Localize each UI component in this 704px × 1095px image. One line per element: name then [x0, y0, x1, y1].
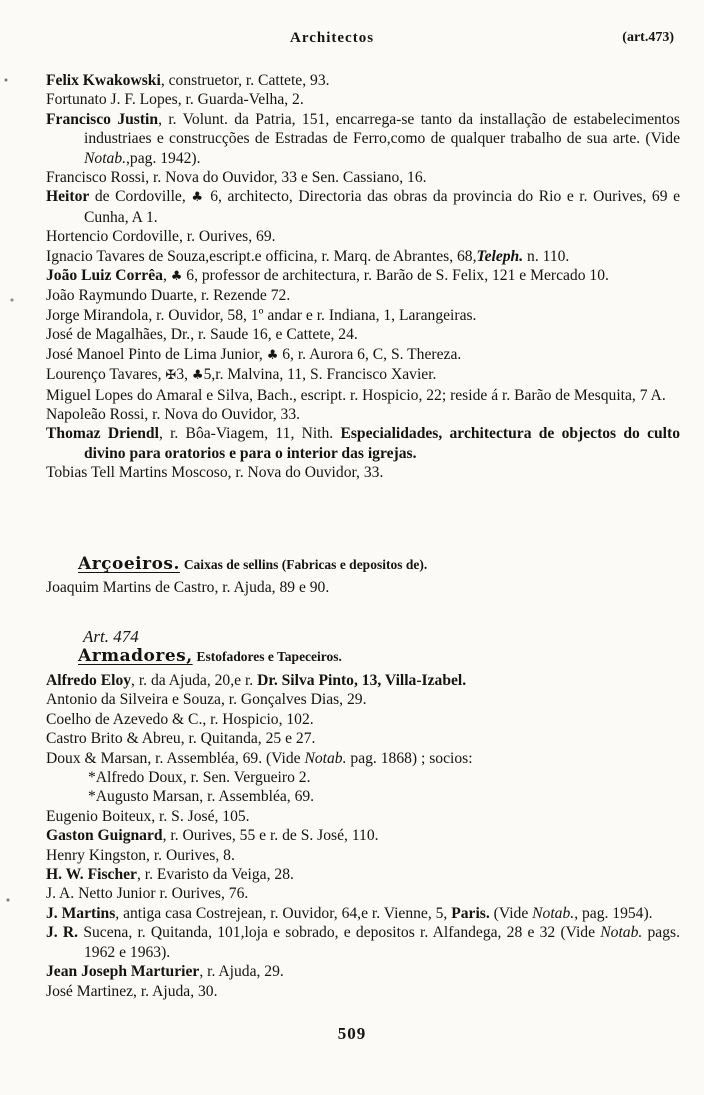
armadores-heading: [46, 647, 680, 666]
directory-entry: João Raymundo Duarte, r. Rezende 72.: [46, 287, 291, 305]
header-article-ref: (art.473): [622, 30, 674, 45]
socio-entry: *Alfredo Doux, r. Sen. Vergueiro 2.: [88, 769, 311, 787]
directory-entry: Ignacio Tavares de Souza,escript.e officina, r. Marq. de Abrantes, 68,Teleph. n. 110.: [46, 247, 570, 265]
directory-entry: Thomaz Driendl, r. Bôa-Viagem, 11, Nith. Especialidades, architectura de objectos do culto divino para oratorios e para o interior das igrejas.: [46, 425, 680, 462]
directory-entry: Miguel Lopes do Amaral e Silva, Bach., escript. r. Hospicio, 22; reside á r. Barão de Mesquita, 7 A.: [46, 386, 666, 404]
architectos-list: [46, 71, 680, 483]
directory-entry: Coelho de Azevedo & C., r. Hospicio, 102.: [46, 710, 314, 728]
socio-entry: *Augusto Marsan, r. Assembléa, 69.: [88, 788, 315, 806]
directory-entry: Joaquim Martins de Castro, r. Ajuda, 89 e 90.: [46, 579, 330, 596]
directory-entry: J. Martins, antiga casa Costrejean, r. Ouvidor, 64,e r. Vienne, 5, Paris. (Vide Notab., pag. 1954).: [46, 904, 653, 922]
directory-entry: Heitor de Cordoville, ♣ 6, architecto, Directoria das obras da provincia do Rio e r. Ourives, 69 e Cunha, A 1.: [46, 188, 681, 226]
directory-entry: Fortunato J. F. Lopes, r. Guarda-Velha, 2.: [46, 91, 304, 109]
directory-entry: Francisco Justin, r. Volunt. da Patria, 151, encarrega-se tanto da installação de estabelecimentos industriaes e construcções de Estradas de Ferro,como de qualquer trabalho de sua arte. (Vide Notab.,pag. 1942).: [46, 110, 680, 167]
running-header: [0, 30, 704, 54]
armadores-category: Armadores,: [78, 646, 193, 666]
arcoeiros-section: [46, 555, 680, 597]
article-number: Art. 474: [83, 627, 139, 646]
page-edge-speckle: [0, 0, 22, 1095]
directory-entry: Doux & Marsan, r. Assembléa, 69. (Vide Notab. pag. 1868) ; socios:: [46, 749, 473, 767]
directory-entry: Gaston Guignard, r. Ourives, 55 e r. de S. José, 110.: [46, 827, 379, 845]
header-title: Architectos: [290, 30, 375, 46]
directory-entry: José Martinez, r. Ajuda, 30.: [46, 982, 218, 1000]
armadores-section: [46, 627, 680, 1001]
armadores-list: [46, 671, 680, 768]
armadores-description: Estofadores e Tapeceiros.: [196, 649, 342, 664]
directory-entry: José de Magalhães, Dr., r. Saude 16, e Cattete, 24.: [46, 326, 358, 344]
directory-entry: José Manoel Pinto de Lima Junior, ♣ 6, r. Aurora 6, C, S. Thereza.: [46, 345, 462, 363]
directory-entry: Felix Kwakowski, construetor, r. Cattete, 93.: [46, 72, 330, 89]
directory-entry: Lourenço Tavares, ✠3, ♣5,r. Malvina, 11, S. Francisco Xavier.: [46, 366, 437, 384]
directory-entry: Jorge Mirandola, r. Ouvidor, 58, 1º andar e r. Indiana, 1, Larangeiras.: [46, 306, 477, 324]
directory-entry: Antonio da Silveira e Souza, r. Gonçalves Dias, 29.: [46, 691, 367, 709]
directory-entry: J. A. Netto Junior r. Ourives, 76.: [46, 885, 249, 903]
architectos-section: [46, 71, 680, 483]
directory-entry: Eugenio Boiteux, r. S. José, 105.: [46, 807, 250, 825]
page-number: 509: [337, 1024, 367, 1043]
arcoeiros-description: Caixas de sellins (Fabricas e depositos de).: [183, 557, 428, 572]
arcoeiros-list: [46, 578, 680, 597]
directory-entry: Napoleão Rossi, r. Nova do Ouvidor, 33.: [46, 405, 301, 423]
directory-entry: Henry Kingston, r. Ourives, 8.: [46, 846, 235, 864]
armadores-list-continued: [46, 807, 680, 1001]
directory-entry: Hortencio Cordoville, r. Ourives, 69.: [46, 228, 276, 246]
directory-entry: João Luiz Corrêa, ♣ 6, professor de architectura, r. Barão de S. Felix, 121 e Mercado 10.: [46, 267, 609, 285]
directory-entry: Francisco Rossi, r. Nova do Ouvidor, 33 e Sen. Cassiano, 16.: [46, 169, 427, 187]
socios-list: [46, 768, 680, 807]
directory-entry: J. R. Sucena, r. Quitanda, 101,loja e sobrado, e depositos r. Alfandega, 28 e 32 (Vide Notab. pags. 1962 e 1963).: [46, 924, 680, 961]
arcoeiros-category: Arçoeiros.: [78, 554, 180, 574]
arcoeiros-heading: [46, 555, 680, 574]
directory-entry: Castro Brito & Abreu, r. Quitanda, 25 e 27.: [46, 730, 316, 748]
directory-entry: H. W. Fischer, r. Evaristo da Veiga, 28.: [46, 866, 294, 884]
directory-entry: Jean Joseph Marturier, r. Ajuda, 29.: [46, 963, 284, 981]
directory-entry: Tobias Tell Martins Moscoso, r. Nova do Ouvidor, 33.: [46, 464, 384, 482]
directory-entry: Alfredo Eloy, r. da Ajuda, 20,e r. Dr. Silva Pinto, 13, Villa-Izabel.: [46, 672, 467, 689]
